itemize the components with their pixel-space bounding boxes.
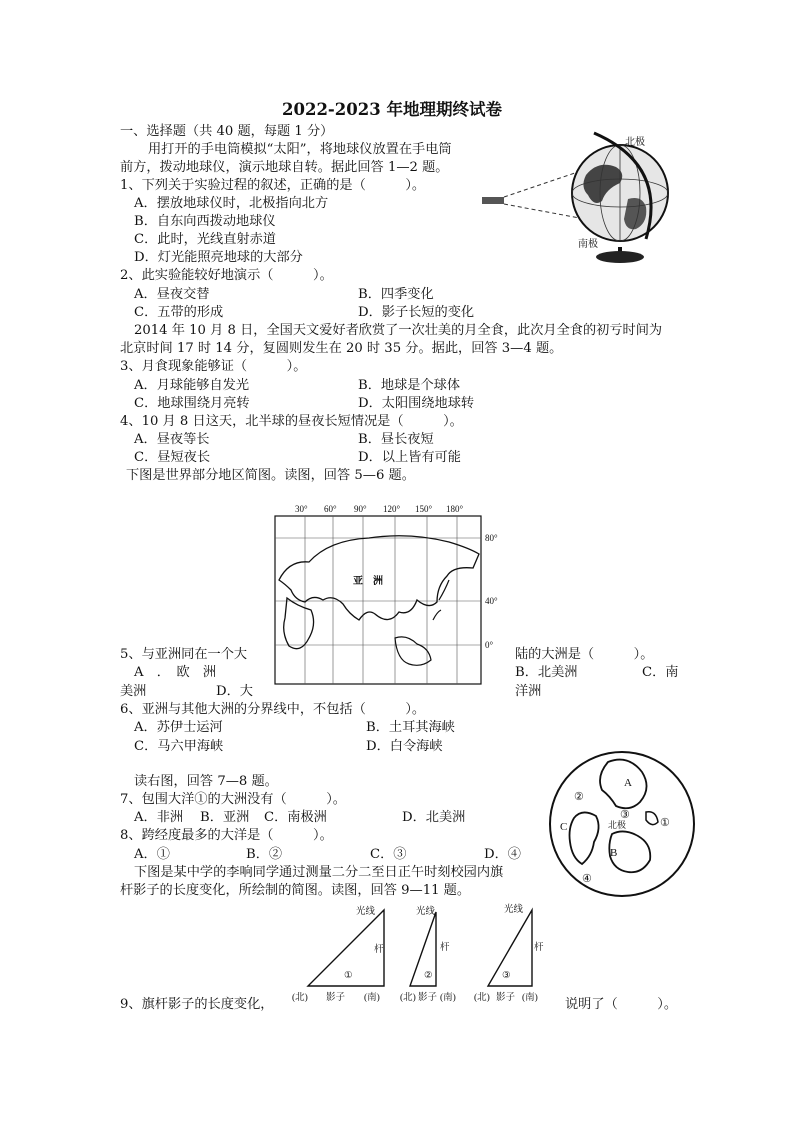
north-label: (北) [474, 993, 490, 1003]
question-6-option[interactable]: A．苏伊士运河 [134, 720, 223, 735]
question-7-option[interactable]: C．南极洲 [264, 810, 327, 825]
question-2-option[interactable]: D．影子长短的变化 [358, 305, 475, 320]
south-label: (南) [522, 993, 538, 1003]
polar-label: C [560, 821, 568, 833]
question-2-option[interactable]: A．昼夜交替 [134, 287, 210, 302]
question-7-option[interactable]: A．非洲 [134, 810, 184, 825]
map-lon-tick: 60° [324, 504, 337, 514]
question-3-option[interactable]: A．月球能够自发光 [134, 378, 250, 393]
question-4-option[interactable]: D．以上皆有可能 [358, 450, 461, 465]
question-5-option[interactable]: C．南 [642, 665, 679, 680]
polar-label: A [624, 777, 632, 789]
question-5-stem: 陆的大洲是（ ）。 [515, 647, 654, 662]
question-4-option[interactable]: B．昼长夜短 [358, 432, 434, 447]
intro-text: 杆影子的长度变化，所绘制的简图。读图，回答 9—11 题。 [120, 883, 471, 898]
south-label: (南) [364, 993, 380, 1003]
question-2-option[interactable]: B．四季变化 [358, 287, 434, 302]
pole-label: 杆 [374, 945, 384, 955]
polar-label: 北极 [608, 820, 627, 830]
intro-text: 读右图，回答 7—8 题。 [134, 774, 278, 789]
question-3-option[interactable]: D．太阳围绕地球转 [358, 396, 475, 411]
question-1-option[interactable]: B．自东向西拨动地球仪 [134, 214, 276, 229]
question-4-stem: 4、10 月 8 日这天，北半球的昼夜长短情况是（ ）。 [120, 414, 463, 429]
shadow-diagram-figure [290, 900, 560, 1006]
light-label: 光线 [356, 907, 376, 917]
question-2-stem: 2、此实验能较好地演示（ ）。 [120, 268, 333, 283]
map-lat-tick: 40° [485, 596, 498, 606]
page-title: 2022-2023 年地理期终试卷 [282, 100, 502, 119]
map-lat-tick: 80° [485, 533, 498, 543]
polar-label: ④ [582, 873, 592, 885]
question-8-option[interactable]: A．① [134, 847, 170, 862]
pole-label: 杆 [440, 943, 450, 953]
globe-north-label: 北极 [625, 137, 645, 148]
map-lon-tick: 120° [383, 504, 401, 514]
intro-text: 下图是世界部分地区简图。读图，回答 5—6 题。 [126, 468, 415, 483]
question-7-stem: 7、包围大洋①的大洲没有（ ）。 [120, 792, 346, 807]
question-2-option[interactable]: C．五带的形成 [134, 305, 224, 320]
question-3-stem: 3、月食现象能够证（ ）。 [120, 359, 307, 374]
question-6-option[interactable]: B．土耳其海峡 [366, 720, 455, 735]
question-8-option[interactable]: C．③ [370, 847, 407, 862]
question-9-stem: 9、旗杆影子的长度变化， [120, 997, 274, 1012]
section-heading: 一、选择题（共 40 题，每题 1 分） [120, 124, 334, 139]
globe-flashlight-figure [478, 135, 678, 270]
shadow-label: 影子 [496, 993, 516, 1003]
question-5-option[interactable]: 洋洲 [515, 684, 542, 699]
south-label: (南) [440, 993, 456, 1003]
polar-label: ② [574, 791, 584, 803]
question-7-option[interactable]: D．北美洲 [402, 810, 466, 825]
question-6-option[interactable]: C．马六甲海峡 [134, 739, 224, 754]
intro-text: 下图是某中学的李响同学通过测量二分二至日正午时刻校园内旗 [134, 865, 504, 880]
polar-label: B [610, 847, 618, 859]
globe-south-label: 南极 [578, 239, 598, 250]
map-lon-tick: 180° [446, 504, 464, 514]
question-5-option[interactable]: D．大 [216, 684, 253, 699]
intro-text: 北京时间 17 时 14 分，复圆则发生在 20 时 35 分。据此，回答 3—4 题。 [120, 341, 563, 356]
diagram-number: ③ [502, 971, 511, 981]
diagram-number: ② [424, 971, 433, 981]
polar-map-figure [548, 748, 698, 900]
map-lon-tick: 90° [354, 504, 367, 514]
question-1-option[interactable]: C．此时，光线直射赤道 [134, 232, 276, 247]
flashlight-icon [482, 197, 504, 204]
question-1-option[interactable]: D．灯光能照亮地球的大部分 [134, 250, 303, 265]
shadow-label: 影子 [418, 993, 438, 1003]
question-5-option[interactable]: A ． 欧 洲 [134, 665, 217, 680]
question-5-option[interactable]: B．北美洲 [515, 665, 578, 680]
question-4-option[interactable]: C．昼短夜长 [134, 450, 211, 465]
light-label: 光线 [416, 907, 436, 917]
question-5-stem: 5、与亚洲同在一个大 [120, 647, 248, 662]
question-1-option[interactable]: A．摆放地球仪时，北极指向北方 [134, 196, 329, 211]
north-label: (北) [292, 993, 308, 1003]
question-1-stem: 1、下列关于实验过程的叙述，正确的是（ ）。 [120, 178, 426, 193]
map-lon-tick: 30° [295, 504, 308, 514]
question-8-stem: 8、跨经度最多的大洋是（ ）。 [120, 828, 333, 843]
intro-text: 前方，拨动地球仪，演示地球自转。据此回答 1—2 题。 [120, 160, 449, 175]
question-3-option[interactable]: C．地球围绕月亮转 [134, 396, 250, 411]
question-6-option[interactable]: D．白令海峡 [366, 739, 443, 754]
question-4-option[interactable]: A．昼夜等长 [134, 432, 210, 447]
question-3-option[interactable]: B．地球是个球体 [358, 378, 461, 393]
question-8-option[interactable]: B．② [246, 847, 283, 862]
question-8-option[interactable]: D．④ [484, 847, 521, 862]
question-7-option[interactable]: B．亚洲 [200, 810, 250, 825]
pole-label: 杆 [534, 943, 544, 953]
diagram-number: ① [344, 971, 353, 981]
world-map-figure [265, 500, 505, 690]
polar-label: ③ [620, 809, 630, 821]
intro-text: 用打开的手电筒模拟“太阳”，将地球仪放置在手电筒 [148, 142, 452, 157]
question-6-stem: 6、亚洲与其他大洲的分界线中，不包括（ ）。 [120, 702, 426, 717]
map-asia-label: 亚 洲 [353, 576, 383, 587]
polar-label: ① [660, 817, 670, 829]
question-5-option[interactable]: 美洲 [120, 684, 147, 699]
shadow-label: 影子 [326, 993, 346, 1003]
map-lon-tick: 150° [415, 504, 433, 514]
map-lat-tick: 0° [485, 640, 494, 650]
light-label: 光线 [504, 905, 524, 915]
question-9-stem: 说明了（ ）。 [565, 997, 678, 1012]
intro-text: 2014 年 10 月 8 日，全国天文爱好者欣赏了一次壮美的月全食，此次月全食的初亏时间为 [134, 323, 663, 338]
north-label: (北) [400, 993, 416, 1003]
